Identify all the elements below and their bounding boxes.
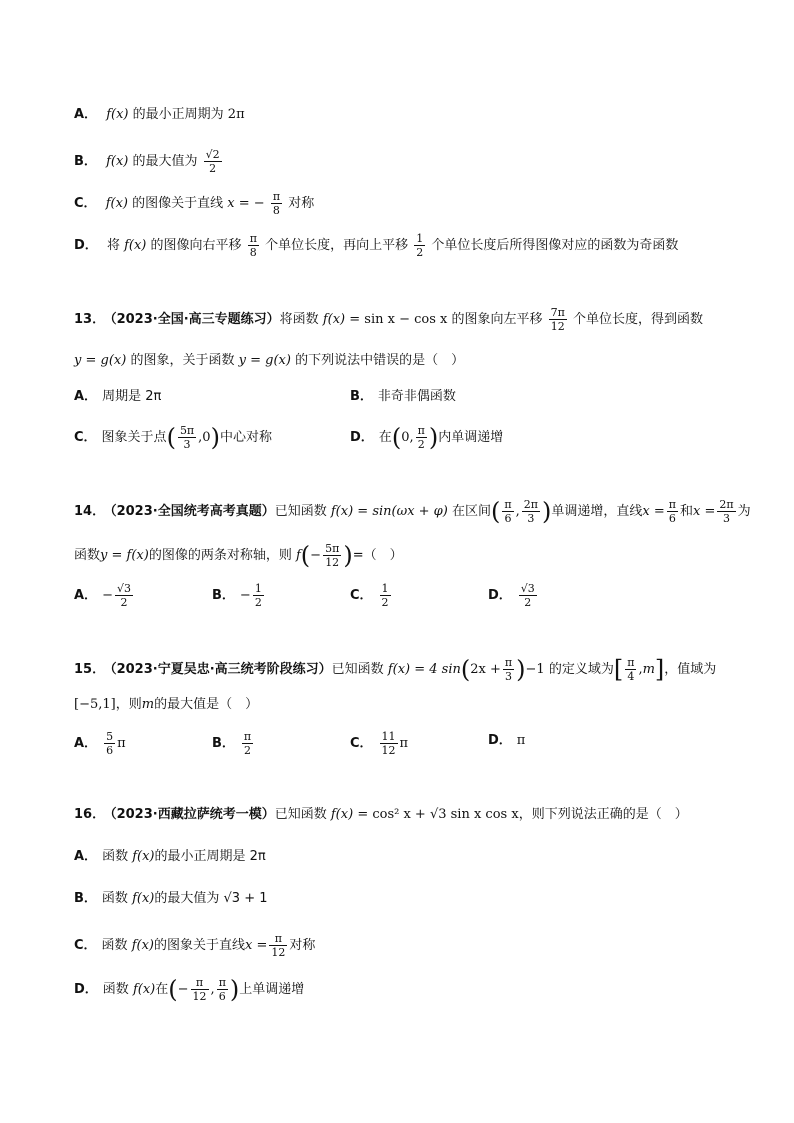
option-label: C． — [74, 938, 97, 954]
minus: − — [177, 982, 189, 998]
fraction: $\frac{2\pi}{3}$ — [719, 498, 734, 526]
expression: f(x) = sin(ωx + φ) — [330, 504, 448, 520]
expression: = cos² x + √3 sin x cos x — [357, 807, 519, 822]
option-text: 的最小正周期是 2π — [154, 849, 266, 864]
option-label: C． — [350, 736, 373, 752]
q16-option-a — [74, 846, 266, 868]
option-label: A． — [74, 736, 98, 752]
q15-option-c — [350, 730, 409, 758]
option-label: B． — [74, 154, 97, 170]
expression: f(x) = 4 sin — [387, 662, 461, 678]
fraction: $\frac{√2}{2}$ — [205, 148, 220, 176]
gx: g(x) — [265, 353, 291, 368]
option-text: 周期是 2π — [102, 389, 162, 404]
paren-open: ( — [168, 975, 178, 1004]
equation: x = — [245, 938, 268, 954]
question-source: （2023·全国·高三专题练习） — [110, 312, 280, 328]
q14-stem-line1 — [74, 497, 751, 526]
q16-stem — [74, 804, 688, 826]
option-text-tail: 对称 — [288, 196, 315, 212]
equation: x = — [693, 504, 716, 520]
expression: 2x + — [470, 662, 501, 678]
comma: , — [515, 504, 520, 520]
paren-close: ) — [428, 423, 439, 452]
question-number: 16． — [74, 807, 106, 822]
q12-option-b — [74, 148, 224, 176]
paren-close: ) — [210, 423, 220, 452]
stem-text: 和 — [679, 504, 693, 520]
option-text: 图象关于点 — [101, 430, 167, 446]
q12-option-c — [74, 190, 315, 218]
fx: f(x) — [132, 982, 156, 998]
option-label: A． — [74, 588, 98, 604]
fraction: $\frac{\pi}{2}$ — [243, 730, 252, 758]
question-source: （2023·宁夏吴忠·高三统考阶段练习） — [110, 662, 332, 678]
minus: − — [310, 548, 322, 564]
gx: g(x) — [100, 353, 127, 368]
paren-open: ( — [391, 423, 402, 452]
fraction: $\frac{5\pi}{3}$ — [179, 424, 195, 452]
fraction: $\frac{\pi}{12}$ — [192, 976, 207, 1004]
range: [−5,1] — [74, 697, 116, 712]
option-label: B． — [350, 389, 373, 404]
q13-option-d — [350, 423, 504, 452]
fx: f(x) — [105, 196, 128, 212]
option-label: A． — [74, 849, 98, 864]
fraction: $\frac{\pi}{8}$ — [272, 190, 281, 218]
paren-close: ) — [542, 497, 552, 526]
option-label: A． — [74, 389, 98, 404]
option-text: 在 — [155, 982, 169, 998]
q14-option-c — [350, 582, 393, 610]
paren-open: ( — [460, 655, 471, 684]
stem-text: 已知函数 — [274, 807, 327, 822]
fraction: $\frac{\pi}{4}$ — [627, 656, 635, 684]
fraction: $\frac{√3}{2}$ — [116, 582, 131, 610]
stem-text: 的下列说法中错误的是（ ） — [295, 353, 465, 368]
option-text: 个单位长度，再向上平移 — [265, 238, 409, 254]
option-label: B． — [212, 588, 235, 604]
q15-option-b — [212, 730, 255, 758]
y-equals: y = — [100, 548, 123, 564]
stem-text: ，值域为 — [664, 662, 717, 678]
y-equals: y = — [238, 353, 261, 368]
stem-text: =（ ） — [352, 548, 403, 564]
q15-option-d — [488, 730, 525, 752]
fraction: $\frac{\pi}{6}$ — [668, 498, 676, 526]
fraction: $\frac{√3}{2}$ — [520, 582, 535, 610]
q16-option-c — [74, 932, 316, 960]
fx: f(x) — [132, 849, 155, 864]
option-text: 函数 — [101, 891, 128, 906]
option-text: 内单调递增 — [438, 430, 504, 446]
option-label: D． — [350, 430, 374, 446]
fraction: $\frac{\pi}{3}$ — [504, 656, 513, 684]
question-number: 14． — [74, 504, 106, 520]
fx: f(x) — [106, 154, 129, 170]
stem-text: 的最大值是（ ） — [154, 697, 259, 712]
q13-stem-line1 — [74, 306, 704, 334]
option-label: D． — [488, 733, 512, 748]
option-label: C． — [74, 196, 97, 212]
option-text: 的图象关于直线 — [154, 938, 246, 954]
option-label: B． — [212, 736, 235, 752]
fraction: $\frac{\pi}{6}$ — [218, 976, 226, 1004]
stem-text: 已知函数 — [274, 504, 327, 520]
expression: = sin x − cos x — [349, 312, 448, 328]
sign: − — [239, 588, 251, 604]
option-text: 的最大值为 √3 + 1 — [154, 891, 268, 906]
fraction: $\frac{\pi}{2}$ — [417, 424, 425, 452]
stem-text: 的图像的两条对称轴，则 — [148, 548, 292, 564]
fraction: $\frac{\pi}{12}$ — [271, 932, 286, 960]
fx: f(x) — [124, 238, 147, 254]
stem-text: ，则 — [115, 697, 142, 712]
stem-text: 函数 — [74, 548, 101, 564]
q14-option-a — [74, 582, 135, 610]
fx: f(x) — [106, 107, 129, 122]
fraction: $\frac{1}{2}$ — [416, 232, 424, 260]
fraction: $\frac{7\pi}{12}$ — [550, 306, 565, 334]
option-text: 函数 — [102, 849, 129, 864]
fx: f(x) — [132, 891, 155, 906]
option-text: 的最大值为 — [132, 154, 198, 170]
option-label: D． — [74, 982, 98, 998]
bracket-open: [ — [613, 655, 624, 684]
paren-open: ( — [300, 541, 311, 570]
q16-option-d — [74, 975, 305, 1004]
fraction: $\frac{\pi}{6}$ — [504, 498, 512, 526]
option-text: 上单调递增 — [239, 982, 305, 998]
f: f — [295, 548, 301, 564]
bracket-close: ] — [654, 655, 665, 684]
coord: 0, — [401, 430, 414, 446]
fx: f(x) — [126, 548, 149, 564]
option-label: C． — [74, 430, 97, 446]
q14-stem-line2 — [74, 541, 403, 570]
paren-open: ( — [491, 497, 501, 526]
paren-close: ) — [229, 975, 240, 1004]
q14-option-b — [212, 582, 266, 610]
var-m: m — [141, 697, 155, 712]
q15-option-a — [74, 730, 126, 758]
q15-stem-line1 — [74, 655, 717, 684]
stem-text: 在区间 — [452, 504, 492, 520]
fraction: $\frac{5\pi}{12}$ — [325, 542, 340, 570]
option-text: 个单位长度后所得图像对应的函数为奇函数 — [431, 238, 679, 254]
stem-text: 个单位长度，得到函数 — [573, 312, 704, 328]
question-number: 15． — [74, 662, 106, 678]
fx: f(x) — [330, 807, 354, 822]
tail: π — [117, 736, 126, 752]
expression: −1 — [525, 662, 545, 678]
q15-stem-line2 — [74, 694, 258, 716]
q13-option-a — [74, 386, 161, 408]
stem-text: 的图象向左平移 — [451, 312, 543, 328]
q12-option-d — [74, 232, 679, 260]
paren-close: ) — [343, 541, 353, 570]
question-source: （2023·西藏拉萨统考一模） — [110, 807, 275, 822]
stem-text: ，则下列说法正确的是（ ） — [518, 807, 688, 822]
equation: x = — [642, 504, 665, 520]
option-text: 将 — [106, 238, 120, 254]
sign: − — [102, 588, 113, 604]
fraction: $\frac{1}{2}$ — [381, 582, 389, 610]
q13-option-b — [350, 386, 456, 408]
option-label: A． — [74, 107, 98, 122]
option-label: C． — [350, 588, 373, 604]
comma: , — [638, 662, 643, 678]
fraction: $\frac{2\pi}{3}$ — [523, 498, 538, 526]
option-text: 的最小正周期为 — [132, 107, 224, 122]
option-text: 函数 — [101, 938, 128, 954]
option-text: 函数 — [102, 982, 129, 998]
tail: π — [399, 736, 409, 752]
y-equals: y = — [74, 353, 97, 368]
paren-open: ( — [166, 423, 176, 452]
option-text: 在 — [378, 430, 392, 446]
stem-text: 已知函数 — [331, 662, 384, 678]
tail: π — [516, 733, 526, 748]
equation: x = − — [227, 196, 265, 212]
paren-close: ) — [516, 655, 526, 684]
stem-text: 的定义域为 — [548, 662, 614, 678]
stem-text: 的图象，关于函数 — [130, 353, 235, 368]
var-m: m — [642, 662, 655, 678]
option-label: D． — [488, 588, 512, 604]
q13-option-c — [74, 423, 272, 452]
q13-stem-line2 — [74, 350, 464, 372]
question-source: （2023·全国统考高考真题） — [110, 504, 275, 520]
fraction: $\frac{11}{12}$ — [381, 730, 396, 758]
question-number: 13． — [74, 312, 106, 328]
fx: f(x) — [322, 312, 346, 328]
stem-text: 将函数 — [279, 312, 319, 328]
option-value: 2π — [227, 107, 245, 122]
option-text: 非奇非偶函数 — [377, 389, 456, 404]
fraction: $\frac{\pi}{8}$ — [249, 232, 257, 260]
option-label: B． — [74, 891, 97, 906]
option-text: 中心对称 — [219, 430, 272, 446]
fraction: $\frac{5}{6}$ — [106, 730, 114, 758]
option-text: 的图像向右平移 — [150, 238, 242, 254]
fraction: $\frac{1}{2}$ — [254, 582, 262, 610]
coord: ,0 — [198, 430, 211, 446]
q12-option-a — [74, 104, 245, 126]
q16-option-b — [74, 888, 268, 910]
fx: f(x) — [131, 938, 154, 954]
option-text: 对称 — [289, 938, 316, 954]
comma: , — [210, 982, 215, 998]
stem-text: 单调递增，直线 — [551, 504, 643, 520]
stem-text: 为 — [737, 504, 751, 520]
q14-option-d — [488, 582, 539, 610]
option-label: D． — [74, 238, 98, 254]
option-text: 的图像关于直线 — [132, 196, 224, 212]
